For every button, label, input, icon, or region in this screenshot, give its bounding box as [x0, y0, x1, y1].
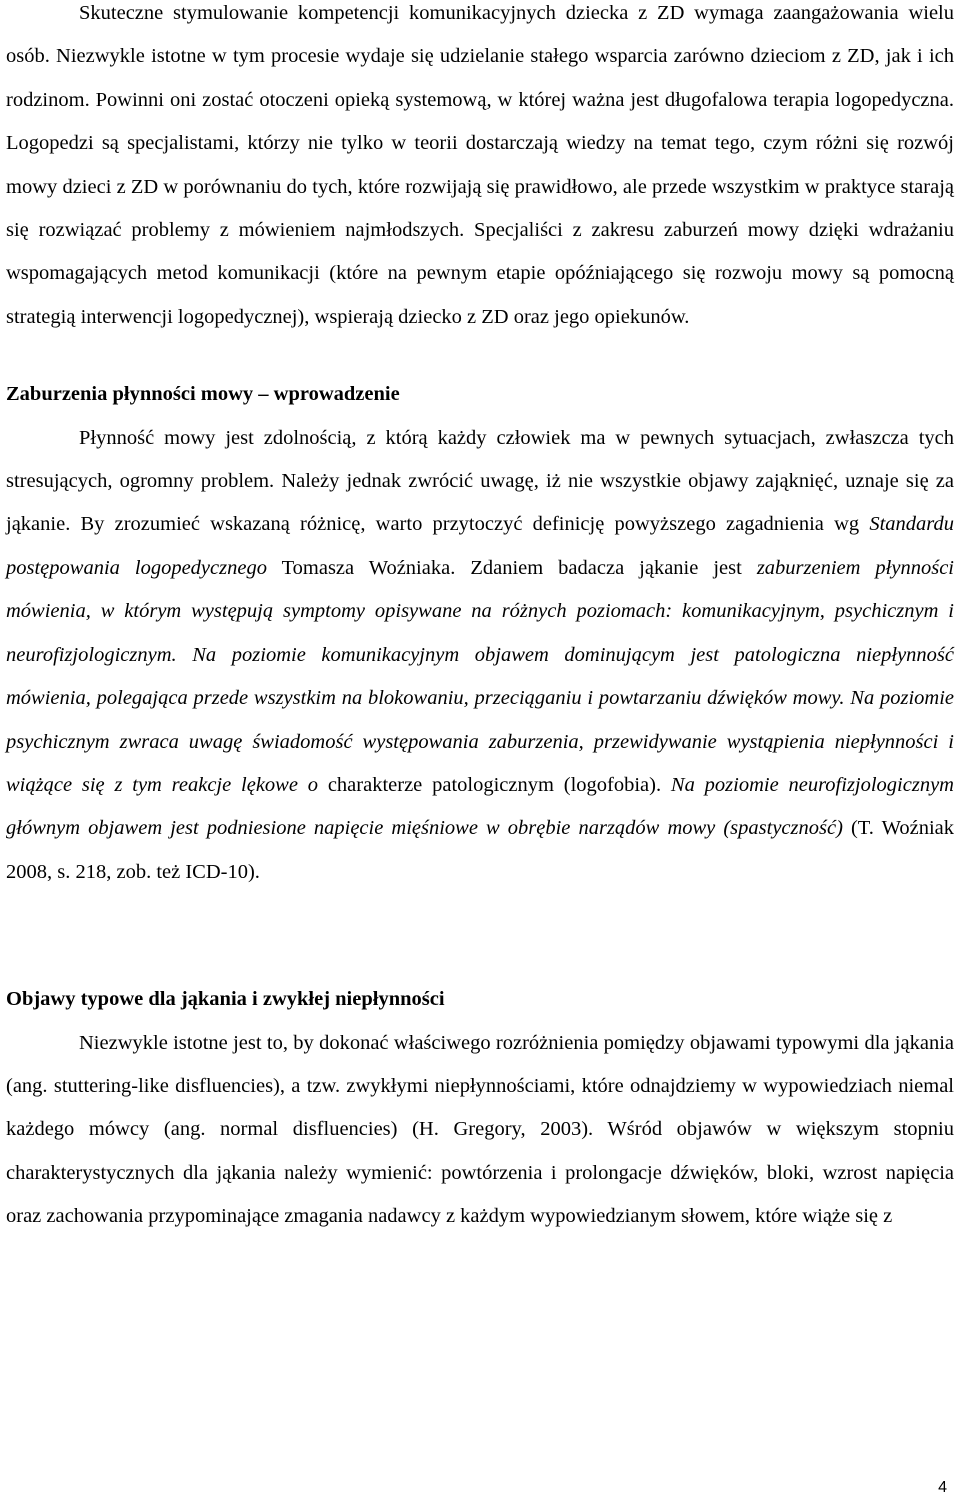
spacer: [6, 339, 954, 373]
heading-stuttering-symptoms: Objawy typowe dla jąkania i zwykłej niepłynności: [6, 988, 445, 1011]
paragraph-communication-support: Skuteczne stymulowanie kompetencji komunikacyjnych dziecka z ZD wymaga zaangażowania wielu osób. Niezwykle istotne w tym procesie wydaje się udzielanie stałego wsparcia zarówno dzieciom z ZD, jak i ich rodzinom. Powinni oni zostać otoczeni opieką systemową, w której ważna jest długofalowa terapia logopedyczna. Logopedzi są specjalistami, którzy nie tylko w teorii dostarczają wiedzy na temat tego, czym różni się rozwój mowy dzieci z ZD w porównaniu do tych, które rozwijają się prawidłowo, ale przede wszystkim w praktyce starają się rozwiązać problemy z mówieniem najmłodszych. Specjaliści z zakresu zaburzeń mowy dzięki wdrażaniu wspomagających metod komunikacji (które na pewnym etapie opóźniającego się rozwoju mowy są pomocną strategią interwencji logopedycznej), wspierają dziecko z ZD oraz jego opiekunów.: [6, 2, 954, 328]
spacer: [6, 894, 954, 978]
heading-fluency-disorders: Zaburzenia płynności mowy – wprowadzenie: [6, 383, 400, 406]
text-run: charakterze patologicznym (logofobia).: [318, 773, 671, 796]
text-run: Płynność mowy jest zdolnością, z którą każdy człowiek ma w pewnych sytuacjach, zwłaszcza tych stresujących, ogromny problem. Należy jednak zwrócić uwagę, iż nie wszystkie objawy zająknięć, uznaje się za jąkanie. By zrozumieć wskazaną różnicę, warto przytoczyć definicję powyższego zagadnienia wg: [6, 426, 954, 536]
italic-stuttering-definition: zaburzeniem płynności mówienia, w którym występują symptomy opisywane na różnych poziomach: komunikacyjnym, psychicznym i neurofizjologicznym. Na poziomie komunikacyjnym objawem dominującym jest patologiczna niepłynność mówienia, polegająca przede wszystkim na blokowaniu, przeciąganiu i powtarzaniu dźwięków mowy. Na poziomie psychicznym zwraca uwagę świadomość występowania zaburzenia, przewidywanie wystąpienia niepłynności i wiążące się z tym reakcje lękowe o: [6, 556, 955, 796]
page-number: 4: [938, 1479, 947, 1496]
paragraph-fluency-definition: [6, 417, 954, 894]
italic-neuro-level: Na poziomie neurofizjologicznym głównym objawem jest podniesione napięcie mięśniowe w obrębie narządów mowy (spastyczność): [6, 773, 954, 840]
italic-standard-title: Standardu postępowania logopedycznego: [6, 513, 954, 579]
citation: (T. Woźniak 2008, s. 218, zob. też ICD-10).: [6, 817, 954, 883]
paragraph-stuttering-vs-normal: Niezwykle istotne jest to, by dokonać właściwego rozróżnienia pomiędzy objawami typowymi dla jąkania (ang. stuttering-like disfluencies), a tzw. zwykłymi niepłynnościami, które odnajdziemy w wypowiedziach niemal każdego mówcy (ang. normal disfluencies) (H. Gregory, 2003). Wśród objawów w większym stopniu charakterystycznych dla jąkania należy wymienić: powtórzenia i prolongacje dźwięków, bloki, wzrost napięcia oraz zachowania przypominające zmagania nadawcy z każdym wypowiedzianym słowem, które wiąże się z: [6, 1031, 954, 1228]
document-page: [6, 0, 954, 1239]
text-run: Tomasza Woźniaka. Zdaniem badacza jąkanie jest: [266, 556, 757, 579]
